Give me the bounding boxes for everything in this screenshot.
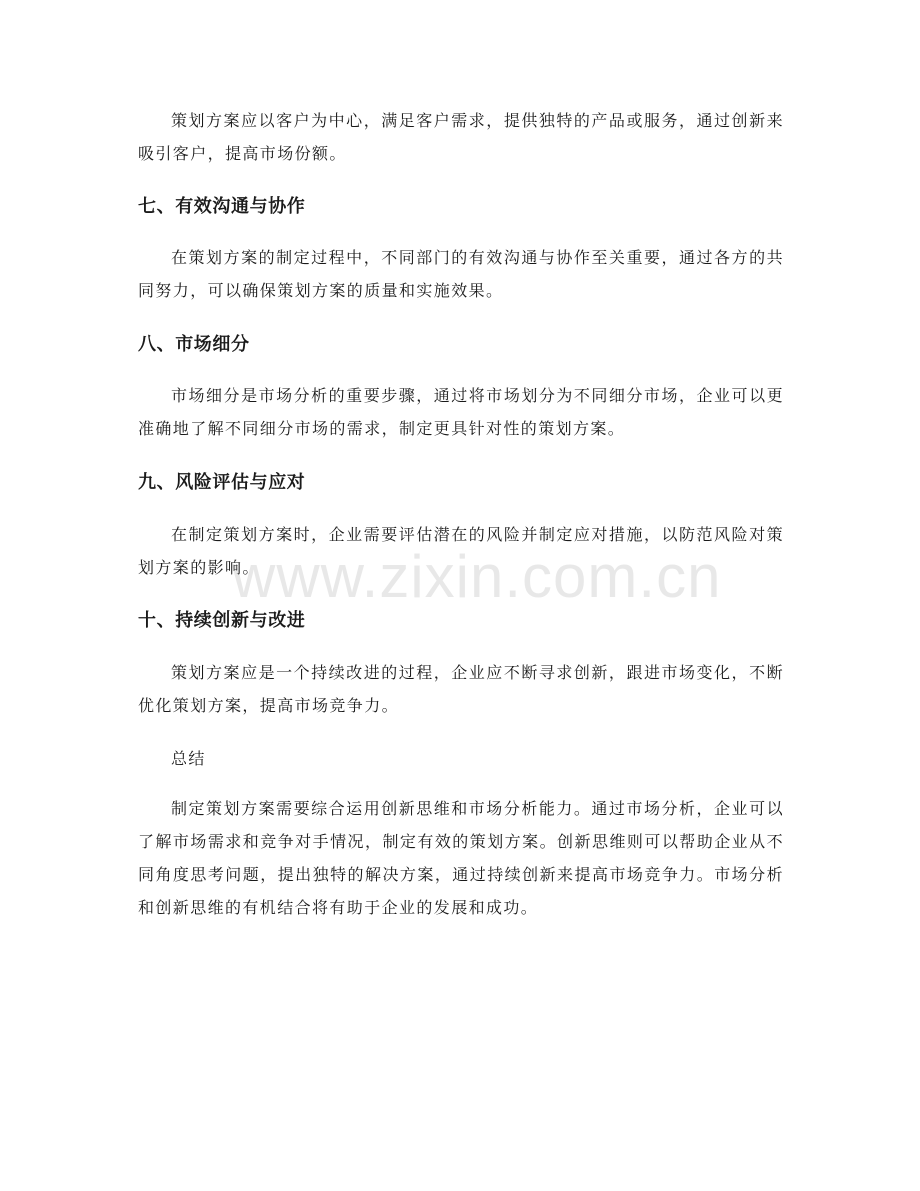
section-7-paragraph: 在策划方案的制定过程中，不同部门的有效沟通与协作至关重要，通过各方的共同努力，可以确保策划方案的质量和实施效果。	[138, 248, 784, 300]
section-8-heading: 八、市场细分	[138, 334, 250, 355]
section-10-paragraph: 策划方案应是一个持续改进的过程，企业应不断寻求创新，跟进市场变化，不断优化策划方案，提高市场竞争力。	[138, 663, 784, 715]
section-9-heading: 九、风险评估与应对	[138, 472, 306, 493]
summary-label: 总结	[171, 749, 206, 768]
section-9-paragraph: 在制定策划方案时，企业需要评估潜在的风险并制定应对措施，以防范风险对策划方案的影响。	[138, 525, 784, 577]
section-10-heading: 十、持续创新与改进	[138, 610, 306, 631]
section-8-paragraph: 市场细分是市场分析的重要步骤，通过将市场划分为不同细分市场，企业可以更准确地了解不同细分市场的需求，制定更具针对性的策划方案。	[138, 386, 784, 438]
intro-paragraph: 策划方案应以客户为中心，满足客户需求，提供独特的产品或服务，通过创新来吸引客户，提高市场份额。	[138, 111, 784, 163]
watermark: www.zixin.com.cn	[232, 543, 722, 610]
section-7-heading: 七、有效沟通与协作	[138, 196, 306, 217]
summary-paragraph: 制定策划方案需要综合运用创新思维和市场分析能力。通过市场分析，企业可以了解市场需求和竞争对手情况，制定有效的策划方案。创新思维则可以帮助企业从不同角度思考问题，提出独特的解决方案，通过持续创新来提高市场竞争力。市场分析和创新思维的有机结合将有助于企业的发展和成功。	[138, 799, 784, 917]
